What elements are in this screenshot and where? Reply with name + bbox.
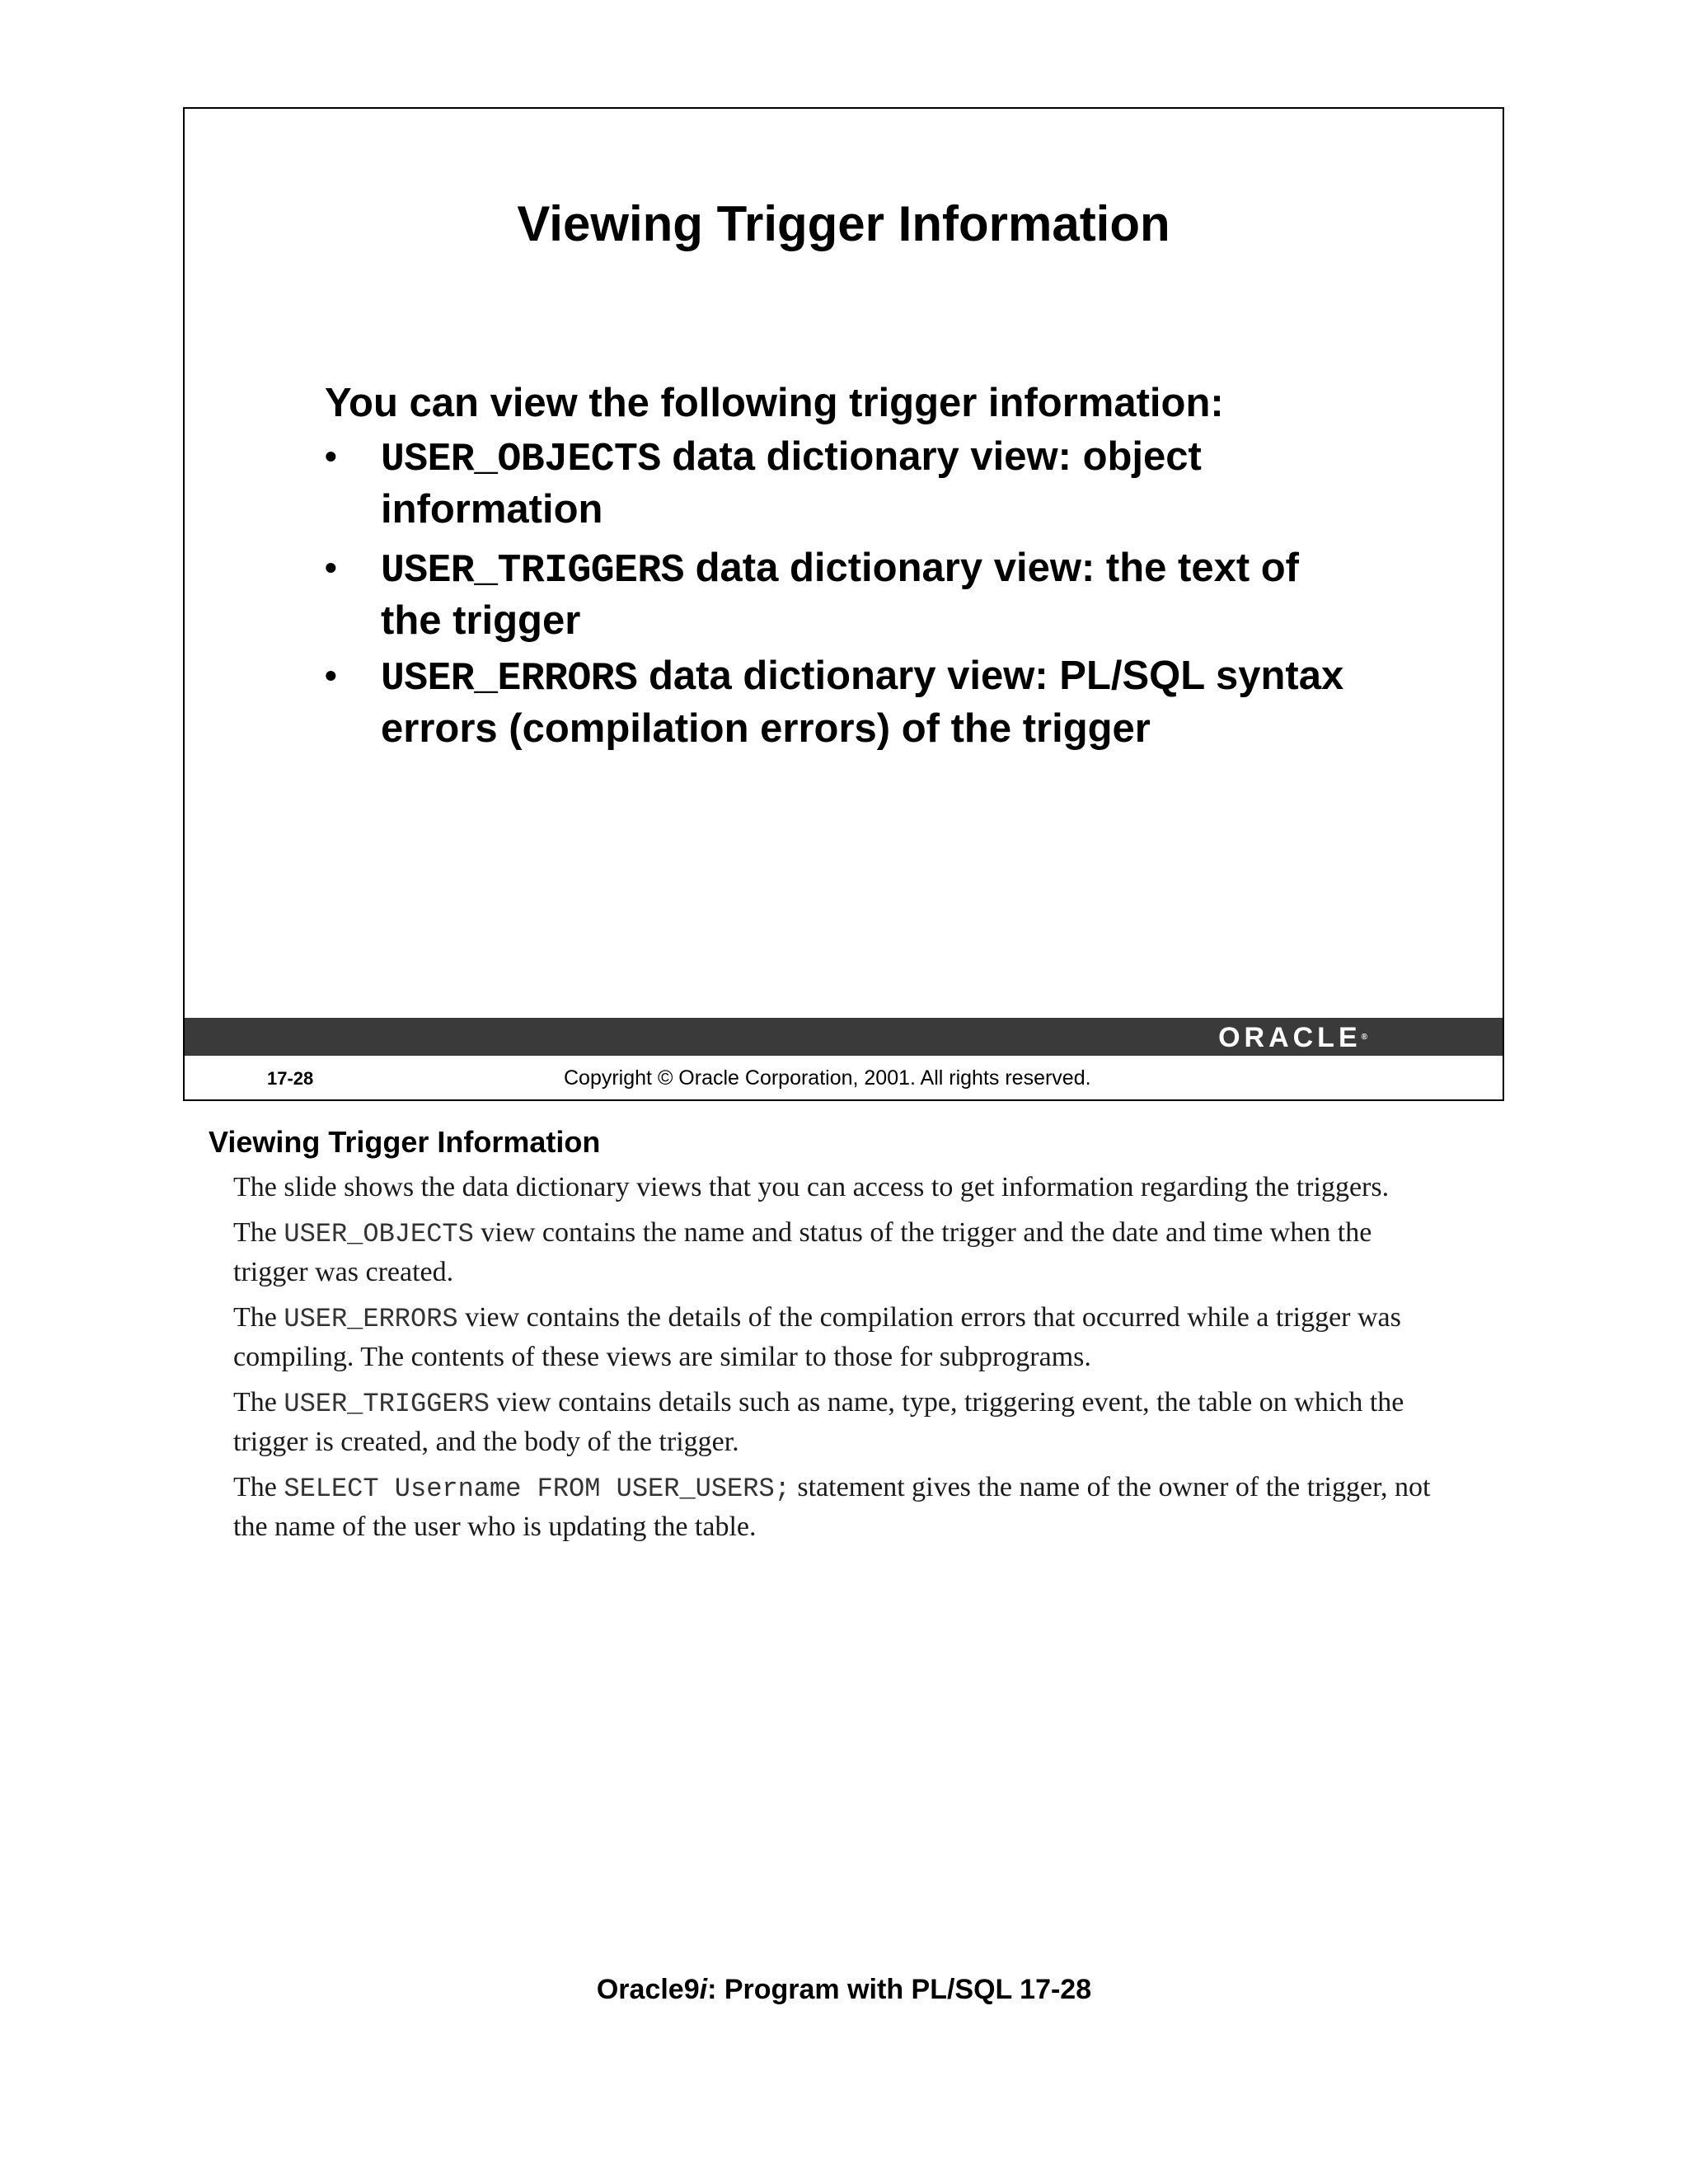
bullet-text: USER_ERRORS data dictionary view: PL/SQL syntax errors (compilation errors) of the trigger <box>381 654 1344 751</box>
oracle-logo: ORACLE® <box>1218 1022 1367 1053</box>
notes-paragraph: The USER_TRIGGERS view contains details such as name, type, triggering event, the table on which the trigger is created, and the body of the trigger. <box>233 1387 1404 1457</box>
slide-title: Viewing Trigger Information <box>517 196 1170 251</box>
bullet-text: USER_OBJECTS data dictionary view: object information <box>381 434 1202 532</box>
slide-number: 17-28 <box>267 1068 314 1089</box>
page-footer: Oracle9i: Program with PL/SQL 17-28 <box>596 1974 1092 2005</box>
bullet-code: USER_TRIGGERS <box>381 549 684 593</box>
code-snippet: USER_OBJECTS <box>284 1219 474 1249</box>
bullet-code: USER_OBJECTS <box>381 438 661 482</box>
code-snippet: SELECT Username FROM USER_USERS; <box>284 1474 790 1504</box>
notes-paragraph: The USER_OBJECTS view contains the name and status of the trigger and the date and time when the trigger was created. <box>233 1217 1372 1287</box>
bullet-text: USER_TRIGGERS data dictionary view: the text of the trigger <box>381 546 1299 643</box>
code-snippet: USER_TRIGGERS <box>284 1389 490 1419</box>
notes-paragraph: The SELECT Username FROM USER_USERS; statement gives the name of the owner of the trigger, not the name of the user who is updating the table. <box>233 1472 1431 1542</box>
notes-paragraph: The USER_ERRORS view contains the details of the compilation errors that occurred while a trigger was compiling. The contents of these views are similar to those for subprograms. <box>233 1302 1401 1372</box>
bullet-code: USER_ERRORS <box>381 657 638 701</box>
bullet-dot: • <box>325 437 337 476</box>
oracle-bar <box>185 1018 1503 1056</box>
notes-body <box>233 1169 1445 1554</box>
bullet-dot: • <box>325 656 337 695</box>
notes-paragraph: The slide shows the data dictionary views that you can access to get information regarding the triggers. <box>233 1172 1390 1202</box>
code-snippet: USER_ERRORS <box>284 1304 458 1334</box>
copyright: Copyright © Oracle Corporation, 2001. All rights reserved. <box>564 1066 1091 1090</box>
notes-title: Viewing Trigger Information <box>209 1125 601 1159</box>
slide-intro: You can view the following trigger information: <box>325 381 1224 425</box>
slide <box>183 107 1504 1101</box>
bullet-dot: • <box>325 548 337 587</box>
